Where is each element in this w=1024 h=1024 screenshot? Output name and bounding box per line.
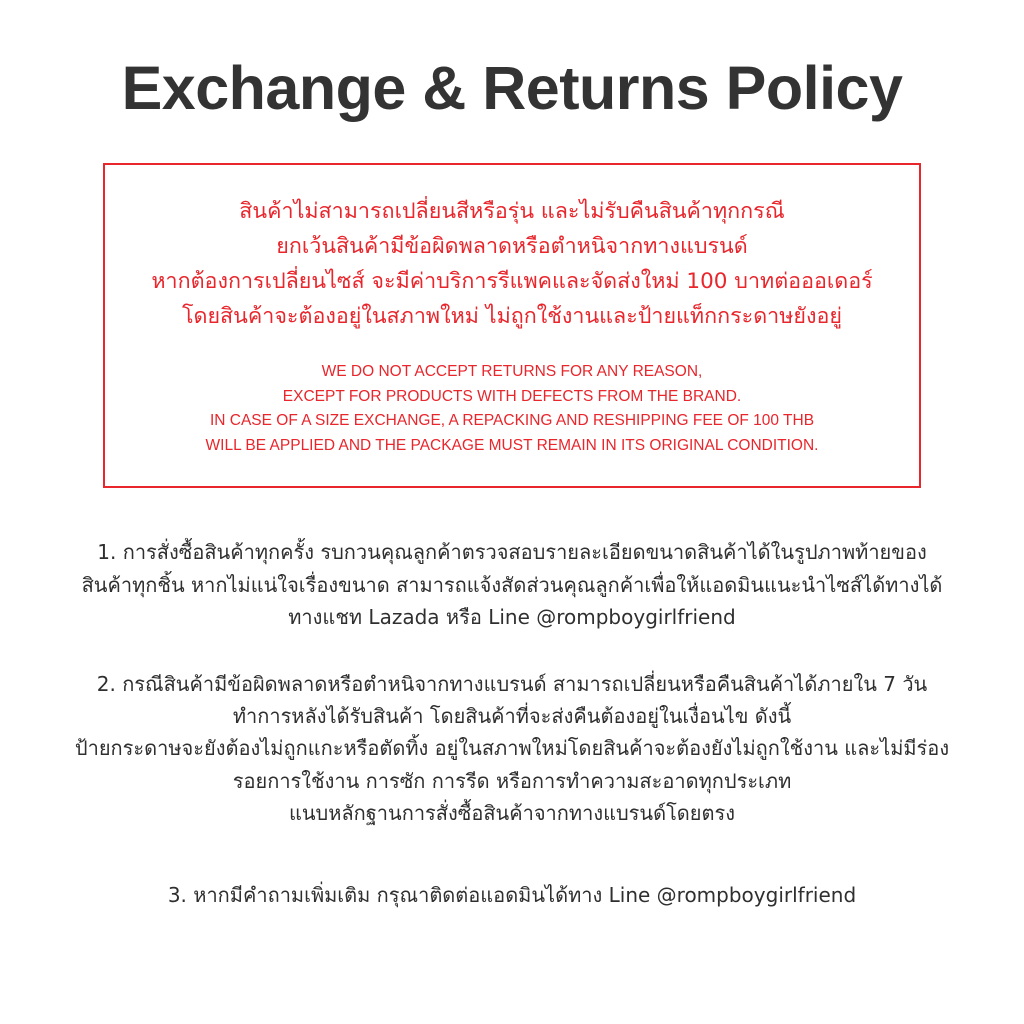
notice-thai-line: ยกเว้นสินค้ามีข้อผิดพลาดหรือตำหนิจากทางแบรนด์: [276, 233, 748, 259]
policy-line: ทางแชท Lazada หรือ Line @rompboygirlfriend: [288, 605, 736, 630]
notice-english-text: [125, 360, 899, 458]
page-title: Exchange & Returns Policy: [121, 54, 903, 122]
notice-thai-line: สินค้าไม่สามารถเปลี่ยนสีหรือรุ่น และไม่รับคืนสินค้าทุกกรณี: [239, 199, 785, 225]
policy-line: แนบหลักฐานการสั่งซื้อสินค้าจากทางแบรนด์โดยตรง: [288, 801, 736, 826]
policy-section-1: [70, 536, 954, 633]
policy-line: รอยการใช้งาน การซัก การรีด หรือการทำความสะอาดทุกประเภท: [232, 768, 792, 793]
policy-section-2: [70, 668, 954, 830]
notice-box: [103, 163, 921, 488]
notice-english-line: EXCEPT FOR PRODUCTS WITH DEFECTS FROM THE BRAND.: [282, 387, 742, 405]
policy-line: 3. หากมีคำถามเพิ่มเติม กรุณาติดต่อแอดมินได้ทาง Line @rompboygirlfriend: [167, 883, 857, 908]
notice-thai-text: [125, 195, 899, 334]
notice-english-line: WE DO NOT ACCEPT RETURNS FOR ANY REASON,: [321, 363, 703, 381]
policy-line: 2. กรณีสินค้ามีข้อผิดพลาดหรือตำหนิจากทางแบรนด์ สามารถเปลี่ยนหรือคืนสินค้าได้ภายใน 7 วัน: [96, 671, 928, 696]
policy-line: ป้ายกระดาษจะยังต้องไม่ถูกแกะหรือตัดทิ้ง อยู่ในสภาพใหม่โดยสินค้าจะต้องยังไม่ถูกใช้งาน และไม่มีร่อง: [74, 736, 950, 761]
policy-line: ทำการหลังได้รับสินค้า โดยสินค้าที่จะส่งคืนต้องอยู่ในเงื่อนไข ดังนี้: [232, 703, 792, 728]
notice-english-line: IN CASE OF A SIZE EXCHANGE, A REPACKING AND RESHIPPING FEE OF 100 THB: [209, 412, 815, 430]
policy-section-3: [70, 879, 954, 911]
policy-line: สินค้าทุกชิ้น หากไม่แน่ใจเรื่องขนาด สามารถแจ้งสัดส่วนคุณลูกค้าเพื่อให้แอดมินแนะนำไซส์ได้ทางได้: [81, 572, 943, 597]
section-spacer: [70, 660, 954, 668]
section-spacer: [70, 855, 954, 863]
policy-line: 1. การสั่งซื้อสินค้าทุกครั้ง รบกวนคุณลูกค้าตรวจสอบรายละเอียดขนาดสินค้าได้ในรูปภาพท้ายของ: [97, 540, 927, 565]
notice-english-line: WILL BE APPLIED AND THE PACKAGE MUST REMAIN IN ITS ORIGINAL CONDITION.: [205, 436, 819, 454]
notice-thai-line: หากต้องการเปลี่ยนไซส์ จะมีค่าบริการรีแพคและจัดส่งใหม่ 100 บาทต่อออเดอร์: [151, 268, 873, 294]
notice-thai-line: โดยสินค้าจะต้องอยู่ในสภาพใหม่ ไม่ถูกใช้งานและป้ายแท็กกระดาษยังอยู่: [181, 303, 843, 329]
policy-sections: [70, 536, 954, 912]
